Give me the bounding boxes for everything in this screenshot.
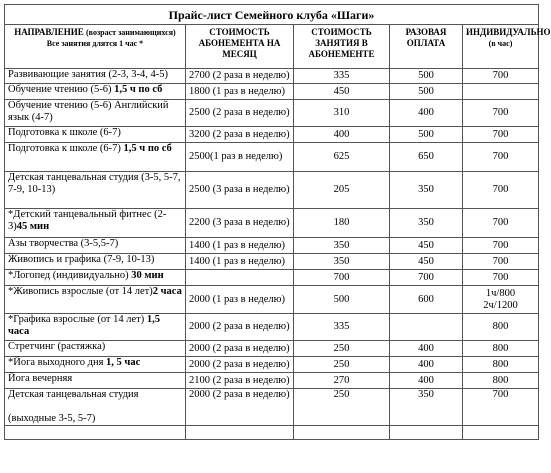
cell-per-lesson-value: 400 <box>333 128 350 140</box>
cell-individual <box>463 69 539 84</box>
cell-single <box>390 127 463 143</box>
cell-direction <box>5 69 186 84</box>
cell-direction <box>5 127 186 143</box>
cell-monthly <box>186 209 294 238</box>
cell-per-lesson <box>294 209 390 238</box>
cell-monthly <box>186 373 294 389</box>
cell-monthly-value: 2000 (2 раза в неделю) <box>189 321 290 332</box>
cell-monthly-value: 1400 (1 раз в неделю) <box>189 255 285 267</box>
cell-individual <box>463 286 539 314</box>
cell-monthly <box>186 84 294 100</box>
table-row <box>5 286 539 314</box>
cell-direction <box>5 270 186 286</box>
cell-single <box>390 238 463 254</box>
cell-per-lesson <box>294 127 390 143</box>
cell-direction <box>5 143 186 172</box>
direction-text: *Логопед (индивидуально) <box>8 270 132 281</box>
direction-text: *Йога выходного дня <box>8 357 107 368</box>
cell-monthly-value: 2500 (2 раза в неделю) <box>189 107 290 118</box>
cell-individual <box>463 373 539 389</box>
cell-direction <box>5 100 186 127</box>
direction-duration: 1,5 ч по сб <box>123 143 172 154</box>
cell-per-lesson-value: 250 <box>333 342 350 354</box>
direction-text: Детская танцевальная студия (3-5, 5-7, 7-9, 10-13) <box>8 172 181 195</box>
cell-monthly <box>186 389 294 426</box>
cell-single <box>390 254 463 270</box>
cell-monthly <box>186 341 294 357</box>
table-row <box>5 389 539 426</box>
header-direction-main: НАПРАВЛЕНИЕ <box>14 27 84 37</box>
cell-per-lesson-value: 205 <box>333 184 350 195</box>
header-direction <box>5 25 186 69</box>
table-row <box>5 314 539 341</box>
cell-per-lesson <box>294 373 390 389</box>
cell-per-lesson-value: 350 <box>333 239 350 251</box>
cell-single-value: 450 <box>418 239 434 251</box>
cell-individual <box>463 84 539 100</box>
cell-single <box>390 270 463 286</box>
cell-single <box>390 143 463 172</box>
cell-per-lesson <box>294 341 390 357</box>
cell-per-lesson-value: 625 <box>333 151 350 162</box>
cell-individual <box>463 314 539 341</box>
cell-monthly <box>186 143 294 172</box>
table-body <box>5 69 539 440</box>
cell-single <box>390 286 463 314</box>
table-row <box>5 238 539 254</box>
cell-per-lesson <box>294 100 390 127</box>
header-single: РАЗОВАЯ ОПЛАТА <box>390 25 463 69</box>
cell-single-value: 500 <box>418 85 434 97</box>
cell-direction <box>5 286 186 314</box>
cell-single-value: 350 <box>418 389 434 400</box>
header-per-lesson: СТОИМОСТЬ ЗАНЯТИЯ В АБОНЕМЕНТЕ <box>294 25 390 69</box>
cell-monthly-value: 2100 (2 раза в неделю) <box>189 374 290 386</box>
table-row <box>5 127 539 143</box>
cell-direction <box>5 341 186 357</box>
direction-text: Стретчинг (растяжка) <box>8 341 106 352</box>
direction-text: *Графика взрослые (от 14 лет) <box>8 314 147 325</box>
cell-single-value: 500 <box>418 128 434 140</box>
empty-cell <box>186 426 294 440</box>
cell-individual-value: 800 <box>492 358 509 370</box>
cell-single <box>390 341 463 357</box>
direction-duration: 1, 5 час <box>106 357 141 368</box>
cell-single <box>390 172 463 209</box>
cell-individual-value: 800 <box>492 321 509 332</box>
cell-per-lesson <box>294 84 390 100</box>
cell-individual <box>463 254 539 270</box>
cell-per-lesson-value: 310 <box>333 107 350 118</box>
cell-individual-value-2: 2ч/1200 <box>483 299 518 311</box>
cell-individual <box>463 341 539 357</box>
cell-direction <box>5 389 186 426</box>
header-individual <box>463 25 551 69</box>
cell-monthly <box>186 254 294 270</box>
cell-single-value: 450 <box>418 255 434 267</box>
cell-per-lesson-value: 250 <box>333 358 350 370</box>
cell-per-lesson <box>294 389 390 426</box>
cell-single-value: 650 <box>418 151 434 162</box>
empty-cell <box>5 426 186 440</box>
cell-per-lesson-value: 335 <box>333 70 350 81</box>
direction-text: Йога вечерняя <box>8 373 73 384</box>
direction-duration: 45 мин <box>16 221 50 232</box>
cell-monthly-value: 2000 (1 раз в неделю) <box>189 293 285 305</box>
cell-direction <box>5 84 186 100</box>
direction-duration: 1,5 ч по сб <box>114 84 163 95</box>
cell-monthly-value: 2200 (3 раза в неделю) <box>189 217 290 228</box>
cell-monthly-value: 2000 (2 раза в неделю) <box>189 342 290 354</box>
cell-single-value: 350 <box>418 184 434 195</box>
cell-direction <box>5 238 186 254</box>
cell-single-value: 400 <box>418 374 434 386</box>
header-monthly: СТОИМОСТЬ АБОНЕМЕНТА НА МЕСЯЦ <box>186 25 294 69</box>
cell-monthly <box>186 270 294 286</box>
direction-text: Азы творчества (3-5,5-7) <box>8 238 119 249</box>
direction-text: Обучение чтению (5-6) <box>8 84 115 95</box>
cell-individual-value: 1ч/800 <box>485 287 516 299</box>
cell-single <box>390 373 463 389</box>
cell-monthly <box>186 286 294 314</box>
cell-monthly-value: 3200 (2 раза в неделю) <box>189 128 290 140</box>
cell-individual-value: 700 <box>492 239 509 251</box>
cell-per-lesson <box>294 286 390 314</box>
cell-per-lesson <box>294 314 390 341</box>
cell-individual <box>463 172 539 209</box>
table-row <box>5 270 539 286</box>
cell-per-lesson-value: 250 <box>333 389 350 400</box>
header-direction-note: (возраст занимающихся) <box>86 28 176 37</box>
cell-individual-value: 700 <box>492 70 509 81</box>
direction-duration: 30 мин <box>131 270 164 281</box>
cell-individual <box>463 238 539 254</box>
table-title: Прайс-лист Семейного клуба «Шаги» <box>5 5 539 25</box>
cell-individual <box>463 143 539 172</box>
direction-text: Развивающие занятия (2-3, 3-4, 4-5) <box>8 69 168 80</box>
cell-individual <box>463 389 539 426</box>
cell-individual-value: 700 <box>492 271 509 283</box>
cell-direction <box>5 373 186 389</box>
cell-single-value: 400 <box>418 107 434 118</box>
cell-monthly <box>186 238 294 254</box>
cell-monthly-value: 1400 (1 раз в неделю) <box>189 239 285 251</box>
cell-single <box>390 100 463 127</box>
cell-per-lesson-value: 270 <box>333 374 350 386</box>
table-row <box>5 209 539 238</box>
cell-monthly <box>186 172 294 209</box>
cell-individual-value: 800 <box>492 374 509 386</box>
table-row <box>5 357 539 373</box>
cell-monthly <box>186 127 294 143</box>
cell-individual <box>463 357 539 373</box>
cell-monthly-value: 1800 (1 раз в неделю) <box>189 85 285 97</box>
direction-duration: 1,5 часа <box>8 314 161 337</box>
cell-single <box>390 209 463 238</box>
cell-monthly-value: 2700 (2 раза в неделю) <box>189 70 290 81</box>
cell-per-lesson <box>294 69 390 84</box>
direction-text: *Детский танцевальный фитнес (2-3) <box>8 209 167 232</box>
cell-individual-value: 800 <box>492 342 509 354</box>
cell-individual-value: 700 <box>492 184 509 195</box>
empty-row <box>5 426 539 440</box>
header-individual-main: ИНДИВИДУАЛЬНО <box>466 27 551 37</box>
table-row <box>5 143 539 172</box>
cell-monthly <box>186 314 294 341</box>
cell-individual-value: 700 <box>492 128 509 140</box>
direction-duration: 2 часа <box>152 286 182 297</box>
table-row <box>5 373 539 389</box>
cell-per-lesson <box>294 270 390 286</box>
cell-single <box>390 357 463 373</box>
cell-single <box>390 389 463 426</box>
cell-direction <box>5 172 186 209</box>
cell-direction <box>5 254 186 270</box>
cell-monthly-value: 2000 (2 раза в неделю) <box>189 358 290 370</box>
cell-single <box>390 84 463 100</box>
header-direction-sub: Все занятия длятся 1 час * <box>46 39 144 48</box>
cell-per-lesson <box>294 238 390 254</box>
table-row <box>5 341 539 357</box>
cell-monthly-value: 2500(1 раз в неделю) <box>189 151 283 162</box>
cell-single-value: 600 <box>418 293 434 305</box>
cell-individual <box>463 209 539 238</box>
direction-text: Обучение чтению (5-6) Английский язык (4-7) <box>8 100 169 123</box>
cell-per-lesson-value: 335 <box>333 321 350 332</box>
empty-cell <box>463 426 539 440</box>
cell-monthly-value: 2500 (3 раза в неделю) <box>189 184 290 195</box>
cell-per-lesson <box>294 172 390 209</box>
cell-individual <box>463 270 539 286</box>
cell-per-lesson-value: 450 <box>333 85 350 97</box>
cell-monthly <box>186 357 294 373</box>
direction-text: Подготовка к школе (6-7) <box>8 127 121 138</box>
cell-single-value: 500 <box>418 70 434 81</box>
header-individual-note: (в час) <box>488 39 513 48</box>
cell-monthly <box>186 69 294 84</box>
cell-single-value: 400 <box>418 342 434 354</box>
cell-per-lesson <box>294 357 390 373</box>
cell-per-lesson <box>294 254 390 270</box>
direction-text: Подготовка к школе (6-7) <box>8 143 124 154</box>
empty-cell <box>390 426 463 440</box>
cell-direction <box>5 357 186 373</box>
cell-individual <box>463 100 539 127</box>
cell-individual-value: 700 <box>492 389 509 400</box>
cell-direction <box>5 314 186 341</box>
table-row <box>5 84 539 100</box>
direction-text: *Живопись взрослые (от 14 лет) <box>8 286 153 297</box>
cell-single <box>390 314 463 341</box>
table-row <box>5 254 539 270</box>
cell-per-lesson-value: 500 <box>333 293 350 305</box>
cell-single-value: 400 <box>418 358 434 370</box>
cell-individual-value: 700 <box>492 217 509 228</box>
cell-individual-value: 700 <box>492 151 509 162</box>
cell-per-lesson-value: 180 <box>333 217 350 228</box>
price-list-sheet <box>4 4 551 440</box>
cell-direction <box>5 209 186 238</box>
table-row <box>5 100 539 127</box>
direction-text: Детская танцевальная студия <box>8 389 139 400</box>
table-row <box>5 172 539 209</box>
cell-single-value: 700 <box>418 271 434 283</box>
direction-text-extra: (выходные 3-5, 5-7) <box>8 413 96 424</box>
table-row <box>5 69 539 84</box>
cell-per-lesson <box>294 143 390 172</box>
direction-text: Живопись и графика (7-9, 10-13) <box>8 254 155 265</box>
empty-cell <box>294 426 390 440</box>
cell-per-lesson-value: 350 <box>333 255 350 267</box>
cell-individual-value: 700 <box>492 107 509 118</box>
cell-monthly <box>186 100 294 127</box>
cell-per-lesson-value: 700 <box>333 271 350 283</box>
cell-single-value: 350 <box>418 217 434 228</box>
cell-individual <box>463 127 539 143</box>
cell-monthly-value: 2000 (2 раза в неделю) <box>189 389 290 400</box>
price-table <box>4 4 551 440</box>
cell-individual-value: 700 <box>492 255 509 267</box>
cell-single <box>390 69 463 84</box>
